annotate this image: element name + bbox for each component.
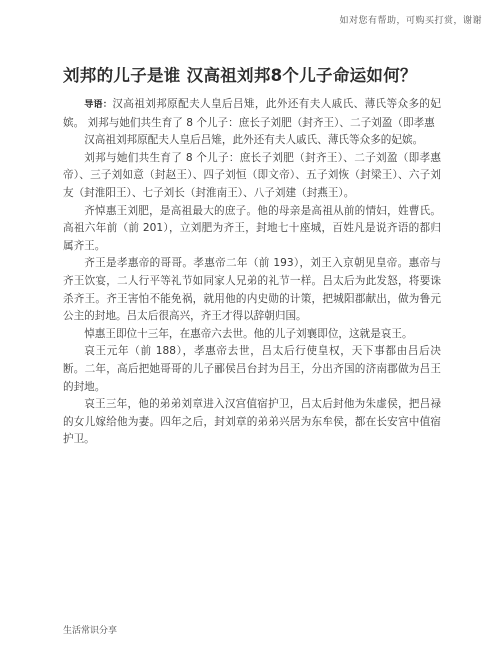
header-note: 如对您有帮助，可购买打赏，谢谢 <box>339 16 482 26</box>
paragraph-3: 齐悼惠王刘肥，是高祖最大的庶子。他的母亲是高祖从前的情妇，姓曹氏。高祖六年前（前 201），立刘肥为齐王，封地七十座城，百姓凡是说齐语的都归属齐王。 <box>63 204 441 252</box>
paragraph-4: 齐王是孝惠帝的哥哥。孝惠帝二年（前 193），刘王入京朝见皇帝。惠帝与齐王饮宴，二人行平等礼节如同家人兄弟的礼节一样。吕太后为此发怒，将要诛杀齐王。齐王害怕不能免祸，就用他的内史勋的计策，把城阳郡献出，做为鲁元公主的封地。吕太后很高兴，齐王才得以辞朝归国。 <box>63 257 441 323</box>
paragraph-7: 哀王三年，他的弟弟刘章进入汉宫值宿护卫，吕太后封他为朱虚侯，把吕禄的女儿嫁给他为妻。四年之后，封刘章的弟弟兴居为东牟侯，都在长安宫中值宿护卫。 <box>63 398 441 446</box>
lead-label: 导语： <box>84 100 113 110</box>
paragraph-5: 悼惠王即位十三年，在惠帝六去世。他的儿子刘襄即位，这就是哀王。 <box>84 327 413 340</box>
lead-text: 汉高祖刘邦原配夫人皇后吕雉，此外还有夫人戚氏、薄氏等众多的妃嫔。 刘邦与她们共生育了 8 个儿子：庶长子刘肥（封齐王）、二子刘盈（即孝惠 <box>63 98 441 129</box>
article-body <box>63 96 441 449</box>
article-title: 刘邦的儿子是谁 汉高祖刘邦8个儿子命运如何？ <box>63 66 417 85</box>
paragraph-1: 汉高祖刘邦原配夫人皇后吕雉，此外还有夫人戚氏、薄氏等众多的妃嫔。 <box>84 134 424 147</box>
lead-paragraph <box>63 96 441 132</box>
footer-note: 生活常识分享 <box>63 626 118 636</box>
paragraph-2: 刘邦与她们共生育了 8 个儿子：庶长子刘肥（封齐王）、二子刘盈（即孝惠帝）、三子刘如意（封赵王）、四子刘恒（即文帝）、五子刘恢（封梁王）、六子刘友（封淮阳王）、七子刘长（封淮南王）、八子刘建（封燕王）。 <box>63 151 441 199</box>
paragraph-6: 哀王元年（前 188），孝惠帝去世，吕太后行使皇权，天下事都由吕后决断。二年，高后把她哥哥的儿子郦侯吕台封为吕王，分出齐国的济南郡做为吕王的封地。 <box>63 345 441 393</box>
